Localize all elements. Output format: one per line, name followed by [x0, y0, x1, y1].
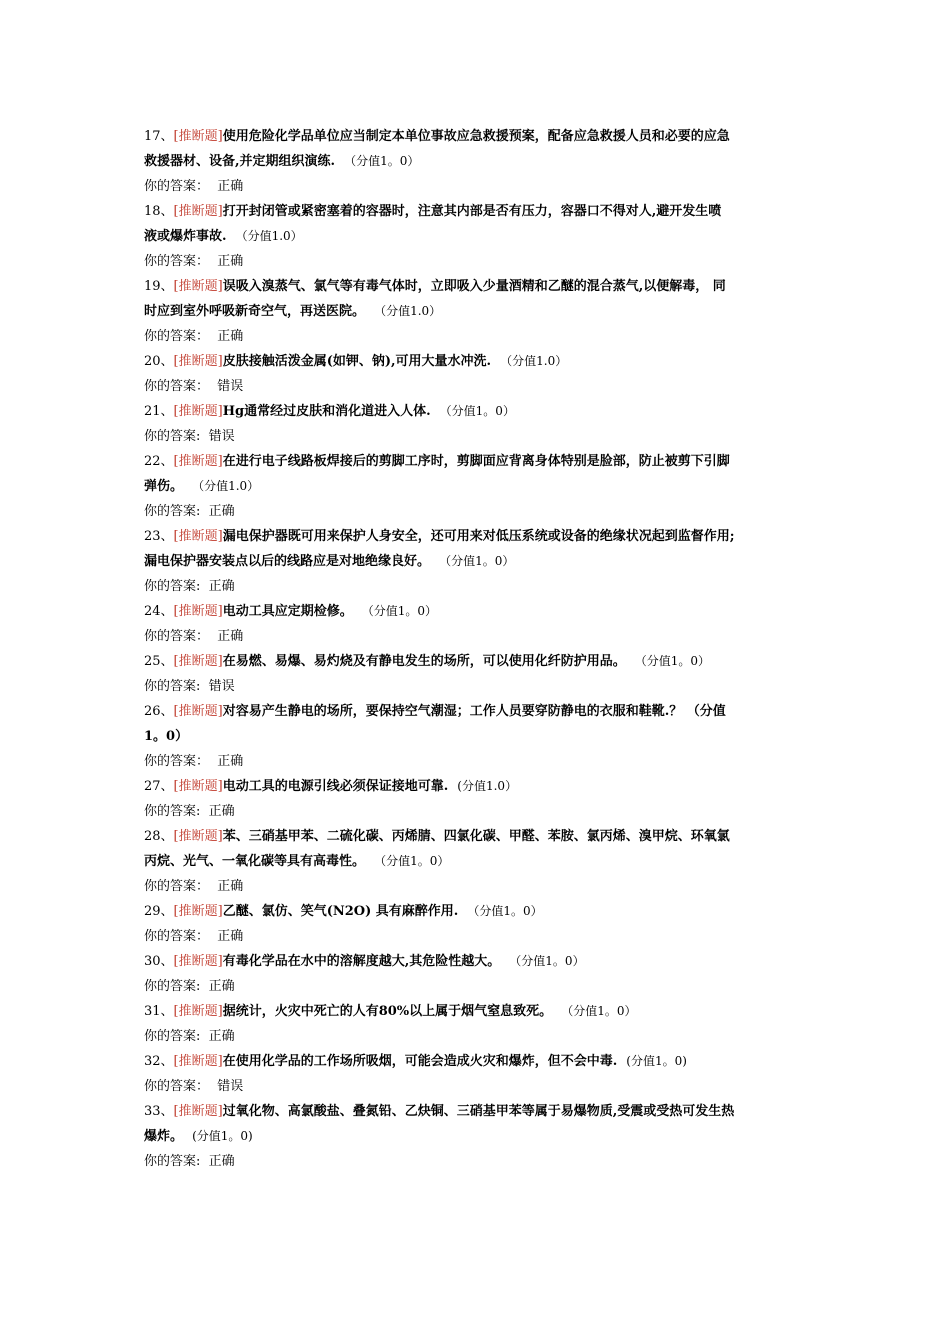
question-line: [144, 724, 824, 749]
answer-line: [144, 874, 824, 899]
answer-line: [144, 674, 824, 699]
question-line: [144, 474, 824, 499]
answer-label: 你的答案:: [144, 429, 201, 444]
question-item: [144, 449, 824, 524]
question-text: 打开封闭管或紧密塞着的容器时，注意其内部是否有压力，容器口不得对人,避开发生喷: [222, 204, 722, 219]
question-text: 电动工具应定期检修。: [222, 604, 353, 619]
question-number: 27、: [144, 779, 174, 794]
question-text: 误吸入溴蒸气、氯气等有毒气体时，立即吸入少量酒精和乙醚的混合蒸气,以便解毒， 同: [222, 279, 726, 294]
answer-label: 你的答案：: [144, 629, 210, 644]
question-number: 33、: [144, 1104, 174, 1119]
question-item: [144, 399, 824, 449]
answer-value: 错误: [217, 1079, 244, 1094]
answer-value: 错误: [217, 379, 244, 394]
question-type-tag: [推断题]: [173, 704, 223, 719]
question-line: [144, 899, 824, 924]
question-type-tag: [推断题]: [173, 1054, 223, 1069]
question-score: （分值1。0）: [561, 1004, 637, 1018]
answer-label: 你的答案：: [144, 754, 210, 769]
question-item: [144, 524, 824, 599]
question-score: (分值1。0): [626, 1054, 687, 1068]
question-item: [144, 274, 824, 349]
answer-value: 正确: [217, 329, 244, 344]
question-number: 25、: [144, 654, 174, 669]
answer-label: 你的答案：: [144, 254, 210, 269]
answer-value: 正确: [208, 1154, 235, 1169]
answer-line: [144, 1024, 824, 1049]
answer-line: [144, 249, 824, 274]
question-number: 18、: [144, 204, 174, 219]
question-line: [144, 349, 824, 374]
answer-line: [144, 374, 824, 399]
question-line: [144, 124, 824, 149]
answer-value: 错误: [208, 429, 235, 444]
question-score: （分值1。0）: [467, 904, 543, 918]
question-line: [144, 849, 824, 874]
answer-value: 正确: [217, 629, 244, 644]
question-line: [144, 1049, 824, 1074]
answer-value: 正确: [208, 504, 235, 519]
answer-value: 正确: [217, 929, 244, 944]
question-line: [144, 299, 824, 324]
answer-value: 正确: [217, 254, 244, 269]
question-line: [144, 1124, 824, 1149]
question-text: 皮肤接触活泼金属(如钾、钠),可用大量水冲洗.: [222, 354, 492, 369]
question-type-tag: [推断题]: [173, 604, 223, 619]
question-number: 31、: [144, 1004, 174, 1019]
question-item: [144, 774, 824, 824]
question-line: [144, 199, 824, 224]
answer-line: [144, 1074, 824, 1099]
question-text: 丙烷、光气、一氧化碳等具有高毒性。: [144, 854, 366, 869]
question-line: [144, 224, 824, 249]
question-text: 漏电保护器安装点以后的线路应是对地绝缘良好。: [144, 554, 431, 569]
answer-value: 正确: [208, 1029, 235, 1044]
question-text: 在易燃、易爆、易灼烧及有静电发生的场所，可以使用化纤防护用品。: [222, 654, 626, 669]
question-score: （分值1.0）: [500, 354, 568, 368]
question-text: 爆炸。: [144, 1129, 184, 1144]
question-line: [144, 449, 824, 474]
question-text: 在使用化学品的工作场所吸烟，可能会造成火灾和爆炸，但不会中毒.: [222, 1054, 618, 1069]
question-item: [144, 699, 824, 774]
question-score: （分值1。0）: [361, 604, 438, 618]
question-number: 21、: [144, 404, 174, 419]
question-number: 30、: [144, 954, 174, 969]
question-list: [144, 124, 824, 1174]
answer-label: 你的答案：: [144, 879, 210, 894]
answer-label: 你的答案:: [144, 679, 201, 694]
answer-value: 正确: [217, 879, 244, 894]
question-type-tag: [推断题]: [173, 129, 223, 144]
question-line: [144, 549, 824, 574]
question-type-tag: [推断题]: [173, 354, 223, 369]
question-score: （分值1。0）: [509, 954, 585, 968]
question-line: [144, 274, 824, 299]
question-type-tag: [推断题]: [173, 779, 223, 794]
question-line: [144, 1099, 824, 1124]
question-text: 过氧化物、高氯酸盐、叠氮铅、乙炔铜、三硝基甲苯等属于易爆物质,受震或受热可发生热: [222, 1104, 735, 1119]
question-line: [144, 524, 824, 549]
question-text: 乙醚、氯仿、笑气(N2O) 具有麻醉作用.: [222, 904, 459, 919]
question-number: 19、: [144, 279, 174, 294]
answer-label: 你的答案:: [144, 1029, 201, 1044]
question-number: 23、: [144, 529, 174, 544]
question-item: [144, 1099, 824, 1174]
answer-label: 你的答案：: [144, 179, 210, 194]
question-line: [144, 399, 824, 424]
question-text: 1。0）: [144, 729, 189, 744]
question-type-tag: [推断题]: [173, 279, 223, 294]
question-type-tag: [推断题]: [173, 1004, 223, 1019]
question-type-tag: [推断题]: [173, 529, 223, 544]
question-number: 24、: [144, 604, 174, 619]
question-number: 28、: [144, 829, 174, 844]
question-item: [144, 824, 824, 899]
answer-line: [144, 974, 824, 999]
answer-line: [144, 499, 824, 524]
question-type-tag: [推断题]: [173, 954, 223, 969]
question-number: 20、: [144, 354, 174, 369]
question-score: （分值1。0）: [374, 854, 450, 868]
question-type-tag: [推断题]: [173, 454, 223, 469]
question-line: [144, 599, 824, 624]
answer-line: [144, 324, 824, 349]
answer-label: 你的答案：: [144, 329, 210, 344]
question-type-tag: [推断题]: [173, 404, 223, 419]
question-type-tag: [推断题]: [173, 904, 223, 919]
question-text: 救援器材、设备,并定期组织演练.: [144, 154, 336, 169]
question-line: [144, 999, 824, 1024]
answer-label: 你的答案：: [144, 929, 210, 944]
answer-value: 正确: [208, 579, 235, 594]
question-text: 液或爆炸事故.: [144, 229, 227, 244]
question-text: 时应到室外呼吸新奇空气，再送医院。: [144, 304, 366, 319]
answer-line: [144, 574, 824, 599]
answer-value: 错误: [208, 679, 235, 694]
question-text: 苯、三硝基甲苯、二硫化碳、丙烯腈、四氯化碳、甲醛、苯胺、氯丙烯、溴甲烷、环氧氯: [222, 829, 730, 844]
question-text: 弹伤。: [144, 479, 184, 494]
question-text: 使用危险化学品单位应当制定本单位事故应急救援预案，配备应急救援人员和必要的应急: [222, 129, 730, 144]
question-score: （分值1.0）: [192, 479, 260, 493]
answer-label: 你的答案:: [144, 504, 201, 519]
question-text: 据统计，火灾中死亡的人有80%以上属于烟气窒息致死。: [222, 1004, 553, 1019]
answer-label: 你的答案:: [144, 979, 201, 994]
question-item: [144, 649, 824, 699]
question-score: （分值1。0）: [634, 654, 711, 668]
answer-label: 你的答案:: [144, 804, 201, 819]
question-score: （分值1。0）: [344, 154, 420, 168]
question-number: 26、: [144, 704, 174, 719]
question-text: 漏电保护器既可用来保护人身安全，还可用来对低压系统或设备的绝缘状况起到监督作用;: [222, 529, 735, 544]
answer-line: [144, 749, 824, 774]
question-number: 17、: [144, 129, 174, 144]
question-item: [144, 599, 824, 649]
question-type-tag: [推断题]: [173, 1104, 223, 1119]
question-line: [144, 149, 824, 174]
answer-line: [144, 624, 824, 649]
question-item: [144, 199, 824, 274]
answer-line: [144, 424, 824, 449]
question-type-tag: [推断题]: [173, 204, 223, 219]
answer-value: 正确: [208, 804, 235, 819]
question-number: 32、: [144, 1054, 174, 1069]
question-score: （分值1。0）: [439, 404, 515, 418]
question-item: [144, 999, 824, 1049]
question-text: 有毒化学品在水中的溶解度越大,其危险性越大。: [222, 954, 501, 969]
question-line: [144, 774, 824, 799]
answer-label: 你的答案：: [144, 1079, 210, 1094]
question-text: Hg通常经过皮肤和消化道进入人体.: [222, 404, 431, 419]
answer-value: 正确: [217, 754, 244, 769]
question-score: （分值1.0）: [235, 229, 303, 243]
question-line: [144, 649, 824, 674]
question-text: 电动工具的电源引线必须保证接地可靠.: [222, 779, 449, 794]
answer-label: 你的答案：: [144, 379, 210, 394]
answer-label: 你的答案:: [144, 579, 201, 594]
answer-value: 正确: [208, 979, 235, 994]
question-score: (分值1.0）: [457, 779, 518, 793]
question-item: [144, 899, 824, 949]
question-score: （分值1。0）: [439, 554, 515, 568]
answer-line: [144, 799, 824, 824]
question-number: 29、: [144, 904, 174, 919]
question-text: 在进行电子线路板焊接后的剪脚工序时，剪脚面应背离身体特别是脸部，防止被剪下引脚: [222, 454, 730, 469]
question-number: 22、: [144, 454, 174, 469]
answer-value: 正确: [217, 179, 244, 194]
question-item: [144, 349, 824, 399]
question-score: (分值1。0): [192, 1129, 253, 1143]
question-type-tag: [推断题]: [173, 654, 223, 669]
question-line: [144, 949, 824, 974]
answer-label: 你的答案:: [144, 1154, 201, 1169]
question-type-tag: [推断题]: [173, 829, 223, 844]
answer-line: [144, 924, 824, 949]
question-item: [144, 949, 824, 999]
question-line: [144, 699, 824, 724]
question-line: [144, 824, 824, 849]
question-item: [144, 124, 824, 199]
answer-line: [144, 174, 824, 199]
question-item: [144, 1049, 824, 1099]
question-score: （分值1.0）: [374, 304, 442, 318]
question-text: 对容易产生静电的场所，要保持空气潮湿；工作人员要穿防静电的衣服和鞋靴.？ （分值: [222, 704, 726, 719]
answer-line: [144, 1149, 824, 1174]
